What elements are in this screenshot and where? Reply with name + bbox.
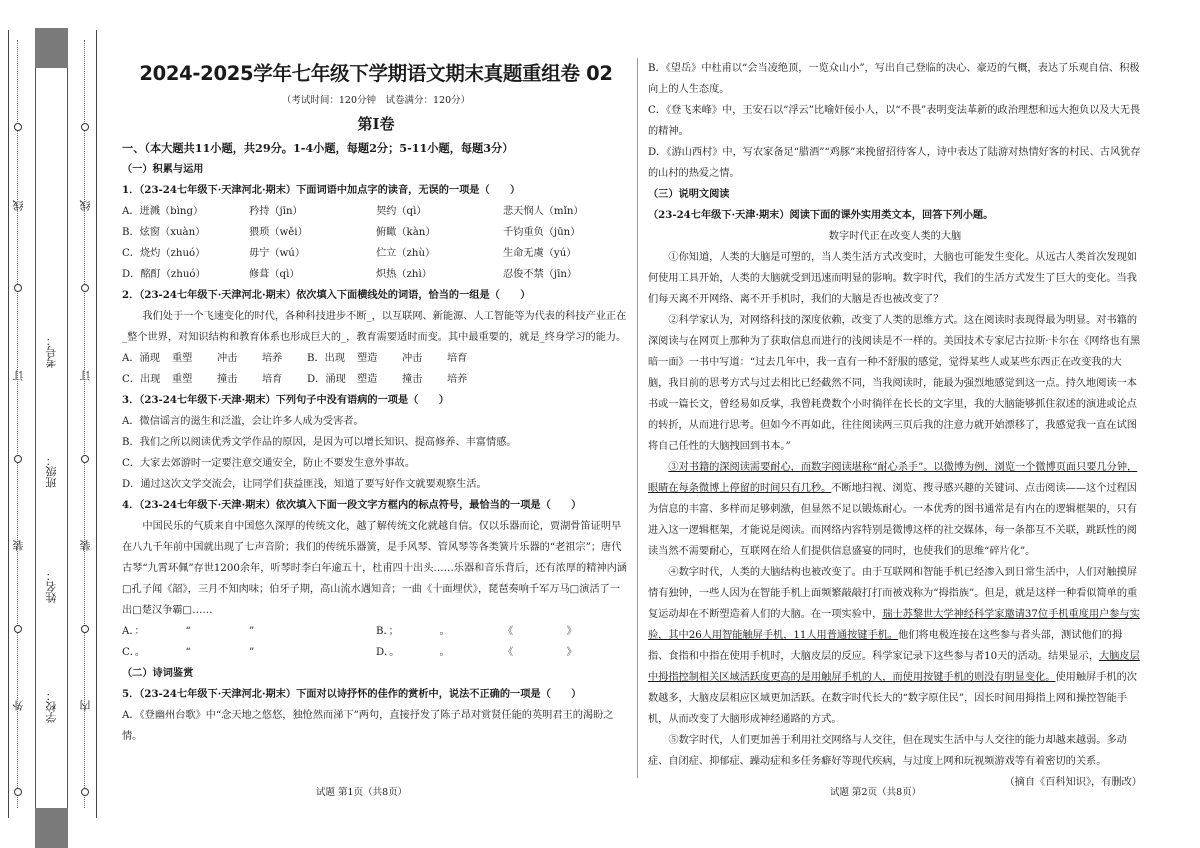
question-5-option-d: D．《游山西村》中，写农家备足“腊酒”“鸡豚”来挽留招待客人，诗中表达了陆游对热情好客的村民、古风犹存的山村的热爱之情。 <box>648 147 1141 179</box>
outer-dotted-line <box>17 40 18 808</box>
option-mark: 》 <box>566 647 577 658</box>
binding-circle <box>14 123 22 131</box>
option-word: C．出现 <box>122 374 161 385</box>
name-field-label: 姓名： <box>45 570 58 603</box>
left-column <box>122 58 630 747</box>
option-word: B．出现 <box>307 353 346 364</box>
article-paragraph-1: ①你知道，人类的大脑是可塑的，当人类生活方式改变时，大脑也可能发生变化。从远古人类首次发现如何使用工具开始，人类的大脑就受到迅速而明显的影响。数字时代，我们的生活方式发生了巨大的变化。当我们每天离不开网络、离不开手机时，我们的大脑是否也被改变了？ <box>648 252 1138 305</box>
binding-label-inner: 内 <box>79 700 92 711</box>
option-mark: “ <box>185 647 191 658</box>
option-word: 撞击 <box>217 374 238 385</box>
option-mark: 。 <box>439 647 450 658</box>
binding-circle <box>81 123 89 131</box>
binding-circle <box>81 455 89 463</box>
binding-circle <box>14 284 22 292</box>
binding-circle <box>81 625 89 633</box>
reading-intro: （23-24七年级下·天津·期末）阅读下面的课外实用类文本，回答下列小题。 <box>648 209 994 221</box>
option-mark <box>313 621 377 642</box>
option-word: 撞击 <box>402 374 423 385</box>
option-a-word: 矜持（jīn） <box>249 206 303 217</box>
option-a-word: 契约（qì） <box>376 206 427 217</box>
question-5-option-a: A．《登幽州台歌》中“念天地之悠悠，独怆然而涕下”两句，直接抒发了陈子昂对赏贤任能的英明君王的渴盼之情。 <box>122 710 614 742</box>
question-2-options-cd <box>122 369 630 390</box>
option-d-word: 炽热（zhì） <box>376 269 432 280</box>
question-3-option-d: D．通过这次文学交流会，让同学们获益匪浅，知道了要写好作文就要观察生活。 <box>122 479 487 490</box>
binding-circle <box>81 788 89 796</box>
paragraph-text: 他们将电极连接在这些参与者头部，测试他们的拇指、食指和中指在使用手机时，大脑皮层的反应。科学家记录下这些参与者10天的活动。结果显示， <box>648 630 1123 662</box>
question-4-options <box>122 621 630 663</box>
paragraph-text: 使用触屏手机的次数越多，大脑皮层相应区域更加活跃。在数字时代长大的“数字原住民”，因长时间用拇指上网和操控智能手机，从而改变了大脑形成神经通路的方式。 <box>648 672 1137 725</box>
option-mark: C．。 <box>122 647 146 658</box>
option-d-word: D．酩酊（zhuó） <box>122 269 206 280</box>
option-row <box>122 621 376 642</box>
option-a-word: A．迸溅（bìng） <box>122 206 204 217</box>
option-row <box>122 243 630 264</box>
option-mark: 。 <box>439 626 450 637</box>
article-paragraph-5: ⑤数字时代，人们更加善于利用社交网络与人交往，但在现实生活中与人交往的能力却越来越弱。多动症、自闭症、抑郁症、躁动症和多任务癖好等现代疾病，与过度上网和玩视频游戏等有着密切的关系。 <box>648 735 1127 767</box>
binding-label-line-inner: 线 <box>79 200 92 211</box>
underlined-sentence: 大脑皮层中拇指控制相关区域活跃度更高的是用触屏手机的人，而使用按键手机的则没有明显变化。 <box>648 651 1140 683</box>
underlined-sentence: ③对书籍的深阅读需要耐心，而数字阅读堪称“耐心杀手”。以微博为例，浏览一个微博页面只要几分钟，眼睛在每条微博上停留的时间只有几秒。 <box>648 462 1138 494</box>
column-divider <box>637 58 638 778</box>
option-d-word: 忍俊不禁（jīn） <box>503 269 578 280</box>
option-word: 冲击 <box>402 353 423 364</box>
article-paragraph-2: ②科学家认为，对网络科技的深度依赖，改变了人类的思维方式。这在阅读时表现得最为明显。对书籍的深阅读与在网页上那种为了获取信息而进行的浅阅读是不一样的。美国技术专家尼古拉斯·卡尔在《网络也有黑暗一面》一书中写道：“过去几年中，我一直有一种不舒服的感觉，觉得某些人或某些东西正在改变我的大脑，我目前的思考方式与过去相比已经截然不同，当我阅读时，能最为强烈地感觉到这一点。持久地阅读一本书或一篇长文，曾经易如反掌，我曾耗费数个小时徜徉在长长的文字里，我的大脑能够抓住叙述的演进或论点的转折，从而进行思考。但如今不再如此，往往阅读两三页后我的注意力就开始漂移了，我感觉我一直在试图将自己任性的大脑拽回到书本。” <box>648 315 1141 452</box>
option-row <box>122 201 630 222</box>
option-row <box>376 642 630 663</box>
volume-heading: 第Ⅰ卷 <box>357 115 395 133</box>
exam-number-field-label: 考号： <box>45 335 58 368</box>
binding-circle <box>14 625 22 633</box>
option-row <box>376 621 630 642</box>
option-mark: ” <box>249 647 255 658</box>
option-mark: 》 <box>566 626 577 637</box>
question-1-options <box>122 201 630 285</box>
school-field-label: 学校： <box>45 690 58 723</box>
question-3-option-b: B．我们之所以阅读优秀文学作品的原因，是因为可以增长知识、提高修养、丰富情感。 <box>122 437 517 448</box>
question-5: 5．（23-24七年级下·天津河北·期末）下面对以诗抒怀的佳作的赏析中，说法不正确的一项是（ ） <box>122 688 582 700</box>
underlined-sentence: 瑞士苏黎世大学神经科学家邀请37位手机重度用户参与实验，其中26人用智能触屏手机，11人用普通按键手机。 <box>648 609 1140 641</box>
subsection-heading: （三）说明文阅读 <box>648 188 730 200</box>
binding-label-outer: 外 <box>12 700 25 711</box>
binding-label-ding-inner: 订 <box>79 370 92 381</box>
question-2-options-ab <box>122 348 630 369</box>
option-mark <box>313 642 377 663</box>
page-footer-left: 试题 第1页（共8页） <box>316 787 408 798</box>
option-word: 重塑 <box>172 353 193 364</box>
binding-label-zhuang: 装 <box>12 540 25 551</box>
option-b-word: 俯瞰（kàn） <box>376 227 436 238</box>
option-word: 培养 <box>447 374 468 385</box>
binding-label-ding: 订 <box>12 370 25 381</box>
option-word: 冲击 <box>217 353 238 364</box>
question-3-option-a: A．微信谣言的滋生和泛滥，会让许多人成为受害者。 <box>122 416 364 427</box>
option-word: 培育 <box>447 353 468 364</box>
article-paragraph-4 <box>648 562 1142 730</box>
option-b-word: 猥琐（wěi） <box>249 227 308 238</box>
option-c-word: 伫立（zhù） <box>376 248 436 259</box>
inner-dotted-line <box>84 40 85 808</box>
exam-info: （考试时间：120分钟 试卷满分：120分） <box>281 95 471 106</box>
question-1: 1．（23-24七年级下·天津河北·期末）下面词语中加点字的读音，无误的一项是（ ） <box>122 184 521 196</box>
page-footer-right: 试题 第2页（共8页） <box>830 787 922 798</box>
outer-border-line <box>8 30 9 818</box>
option-word: 培养 <box>262 353 283 364</box>
option-word: 培育 <box>262 374 283 385</box>
paragraph-text: 不断地扫视、浏览、搜寻感兴趣的关键词、点击阅读——这个过程因为信息的丰富、多样而足够刺激，但显然不足以锻炼耐心。一本优秀的图书通常是有内在的逻辑框架的，只有进入这一逻辑框架，才能说是阅读。而网络内容特别是微博这样的社交媒体，每一条都互不关联，跳跃性的阅读当然不需要耐心，互联网在给人们提供信息盛宴的同时，也使我们的思维“碎片化”。 <box>648 483 1137 557</box>
question-3: 3．（23-24七年级下·天津·期末）下列句子中没有语病的一项是（ ） <box>122 394 449 406</box>
binding-circle <box>14 455 22 463</box>
option-c-word: 毋宁（wú） <box>249 248 306 259</box>
option-b-word: B．炫窗（xuàn） <box>122 227 206 238</box>
class-field-label: 班级： <box>45 455 58 488</box>
option-d-word: 修葺（qì） <box>249 269 300 280</box>
option-word: 塑造 <box>357 374 378 385</box>
question-2: 2．（23-24七年级下·天津河北·期末）依次填入下面横线处的词语，恰当的一组是（ ） <box>122 289 531 301</box>
option-word: 重塑 <box>172 374 193 385</box>
option-row <box>122 642 376 663</box>
binding-label-zhuang-inner: 装 <box>79 540 92 551</box>
question-5-option-b: B．《望岳》中杜甫以“会当凌绝顶，一览众山小”，写出自己登临的决心、豪迈的气概，表达了乐观自信、积极向上的人生态度。 <box>648 63 1140 95</box>
option-a-word: 悲天悯人（mǐn） <box>503 206 584 217</box>
binding-label-line: 线 <box>12 200 25 211</box>
inner-border-line <box>96 30 97 818</box>
question-2-passage: 我们处于一个飞速变化的时代，各种科技进步不断_，以互联网、新能源、人工智能等为代表的科技产业正在_整个世界，对知识结构和教育体系也形成巨大的_，教育需要适时而变。其中最重要的，就是_终身学习的能力。 <box>122 311 627 343</box>
article-source: （摘自《百科知识》，有删改） <box>1004 777 1142 788</box>
option-mark: B．； <box>376 626 399 637</box>
gray-band <box>35 28 68 848</box>
question-5-option-c: C．《登飞来峰》中，王安石以“浮云”比喻奸佞小人，以“不畏”表明变法革新的政治理想和远大抱负以及大无畏的精神。 <box>648 105 1141 137</box>
subsection-heading: （二）诗词鉴赏 <box>122 667 194 679</box>
binding-circle <box>14 788 22 796</box>
option-row <box>122 222 630 243</box>
binding-circle <box>81 284 89 292</box>
question-4: 4．（23-24七年级下·天津·期末）依次填入下面一段文字方框内的标点符号，最恰当的一项是（ ） <box>122 499 582 511</box>
paragraph-text: ④数字时代，人类的大脑结构也被改变了。由于互联网和智能手机已经渗入到日常生活中，人们对触摸屏情有独钟，一些人因为在智能手机上面频繁敲敲打打而被戏称为“拇指族”。但是，就是这样一种看似简单的重复运动却在不断塑造着人们的大脑。在一项实验中， <box>648 567 1138 620</box>
section-heading: 一、（本大题共11小题，共29分。1-4小题，每题2分；5-11小题，每题3分） <box>122 141 514 155</box>
option-row <box>122 264 630 285</box>
subsection-heading: （一）积累与运用 <box>122 163 204 175</box>
option-word: 塑造 <box>357 353 378 364</box>
option-mark: ” <box>249 626 255 637</box>
binding-margin <box>0 0 100 848</box>
option-mark: D．。 <box>376 647 400 658</box>
option-mark: A．： <box>122 626 145 637</box>
right-column <box>648 58 1142 793</box>
article-paragraph-3 <box>648 457 1142 562</box>
question-3-option-c: C．大家去郊游时一定要注意交通安全，防止不要发生意外事故。 <box>122 458 416 469</box>
option-mark: 《 <box>503 626 514 637</box>
option-b-word: 千钧重负（jūn） <box>503 227 581 238</box>
exam-title: 2024-2025学年七年级下学期语文期末真题重组卷 02 <box>139 62 613 85</box>
option-word: D．涌现 <box>307 374 346 385</box>
article-title: 数字时代正在改变人类的大脑 <box>828 231 962 242</box>
option-c-word: C．烧灼（zhuó） <box>122 248 206 259</box>
option-c-word: 生命无虞（yú） <box>503 248 577 259</box>
option-mark: “ <box>185 626 191 637</box>
option-word: A．涌现 <box>122 353 160 364</box>
question-4-passage: 中国民乐的气质来自中国悠久深厚的传统文化，越了解传统文化就越自信。仅以乐器而论，贾湖骨笛证明早在八九千年前中国就出现了七声音阶；我们的传统乐器簧，是手风琴、管风琴等各类簧片乐器的“老祖宗”；唐代古琴“九霄环佩”存世1200余年，听琴时李白年逾五十，杜甫四十出头……乐器和音乐背后，还有浓厚的精神内涵□孔子闻《韶》，三月不知肉味；伯牙子期，高山流水遇知音；一曲《十面埋伏》，琵琶奏响千军万马□演活了一出□楚汉争霸□…… <box>122 521 627 616</box>
option-mark: 《 <box>503 647 514 658</box>
